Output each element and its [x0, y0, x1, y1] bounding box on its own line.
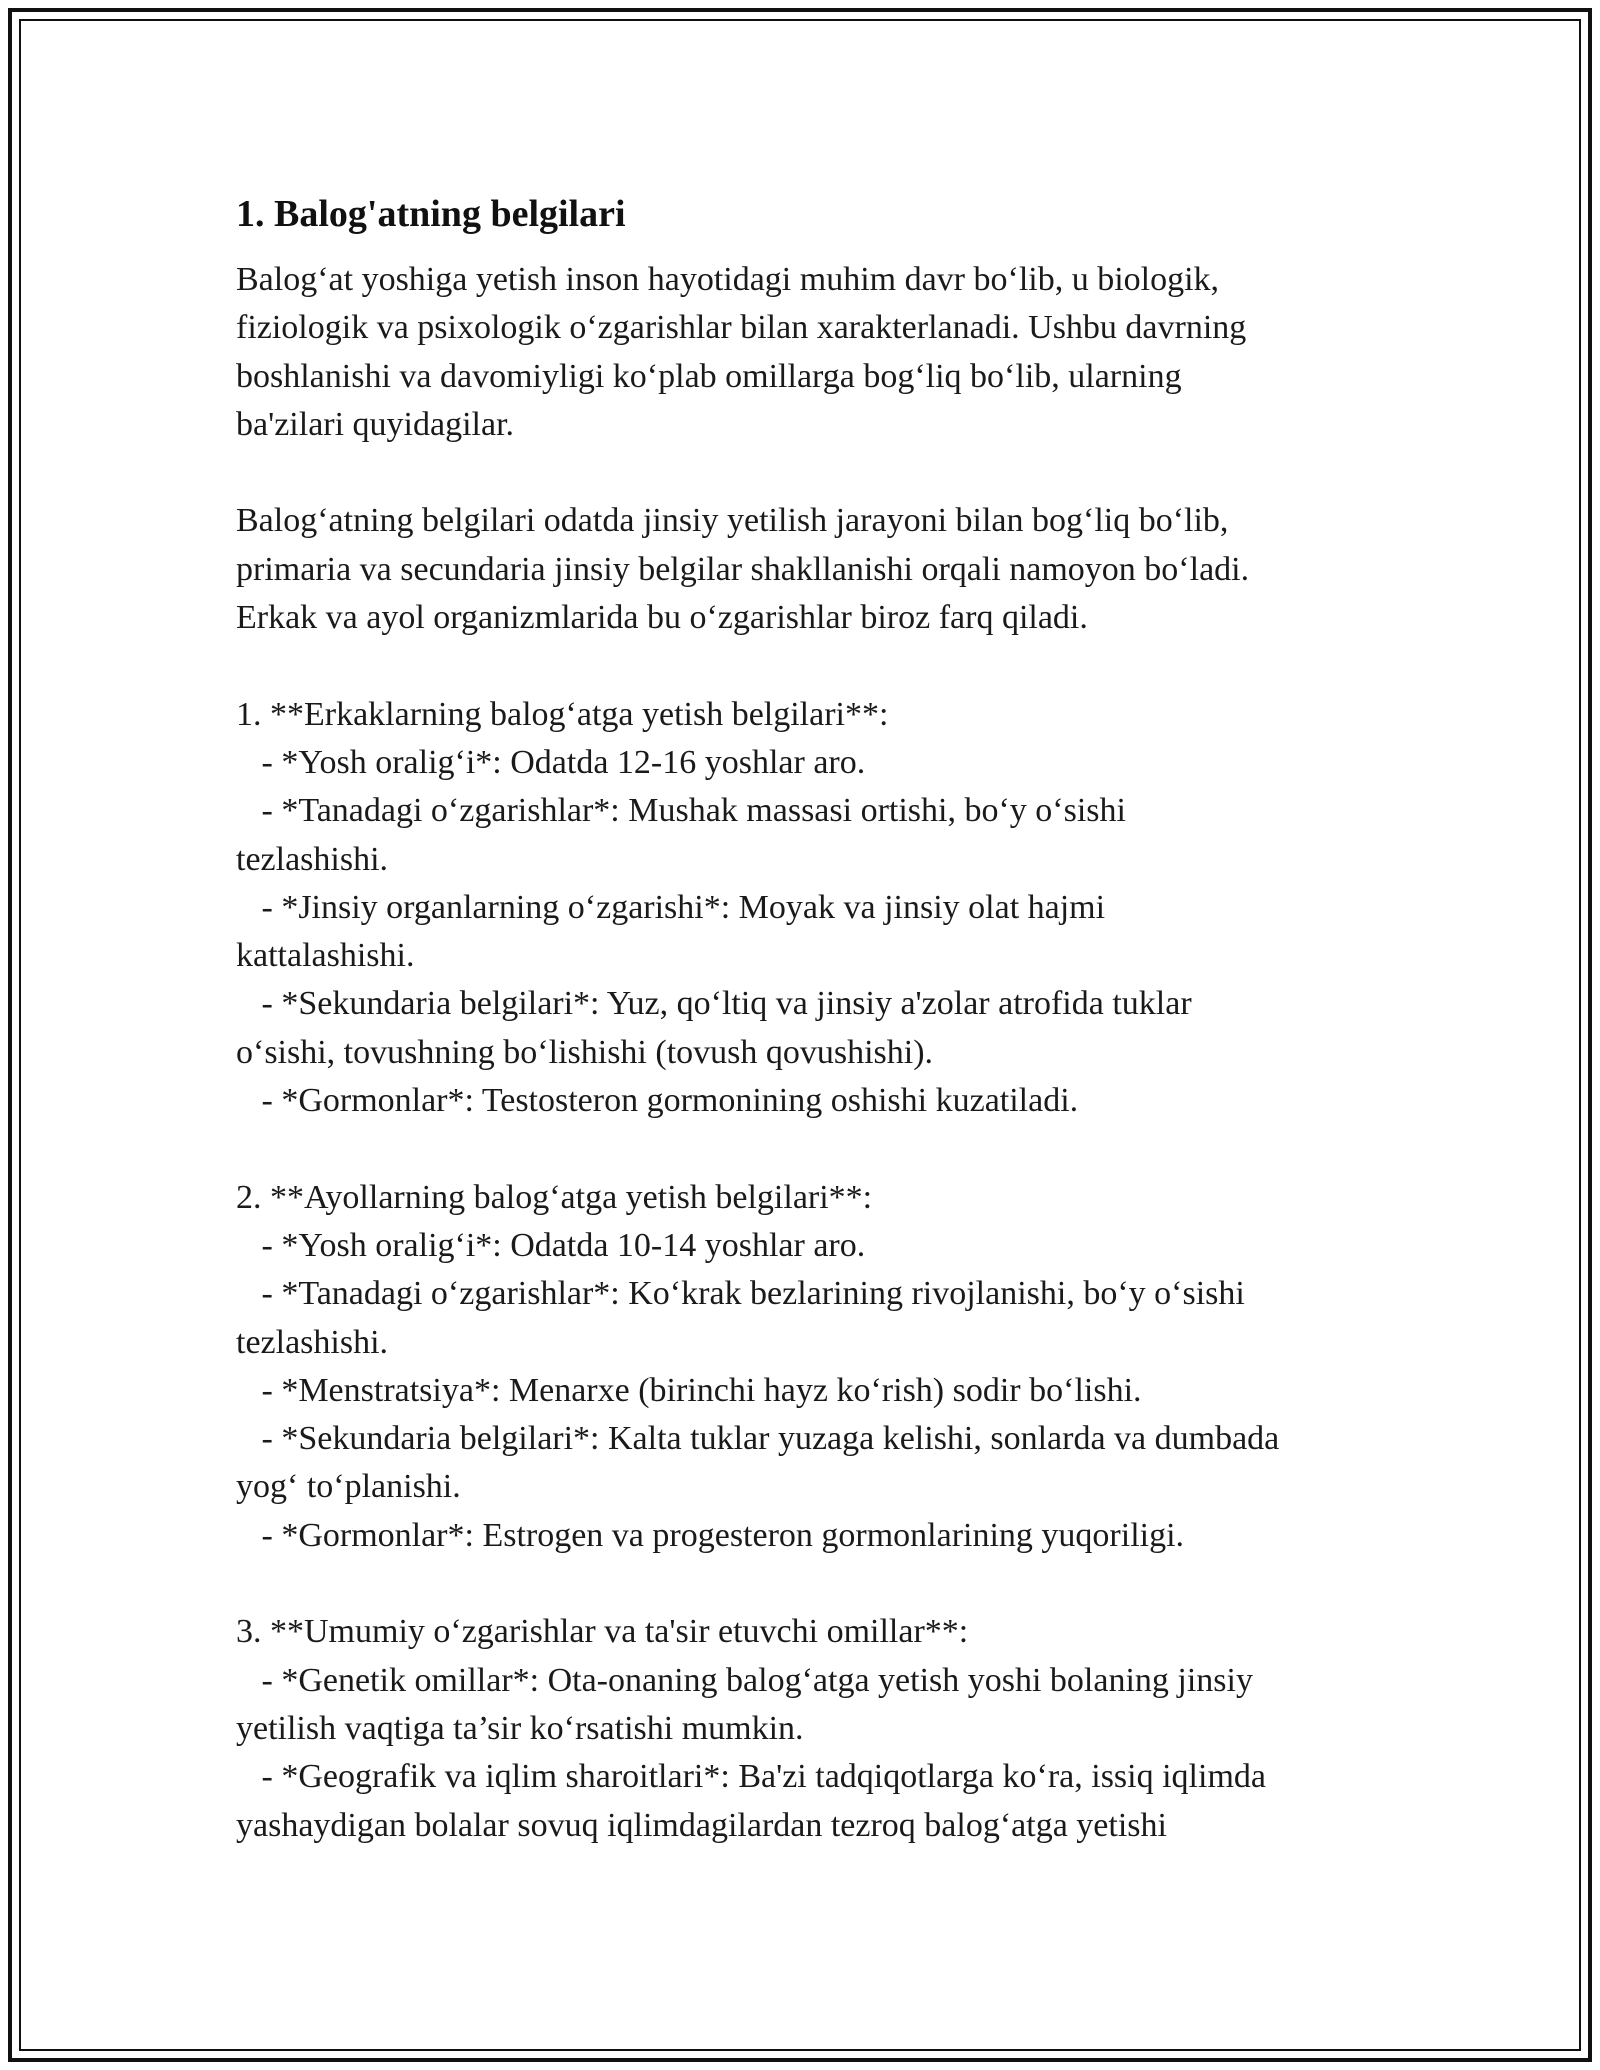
document-body — [236, 186, 1386, 1850]
text-line: fiziologik va psixologik o‘zgarishlar bilan xarakterlanadi. Ushbu davrning — [236, 309, 1247, 347]
text-line: tezlashishi. — [236, 840, 389, 878]
text-line: yashaydigan bolalar sovuq iqlimdagilardan tezroq balog‘atga yetishi — [236, 1806, 1167, 1844]
text-line: Balog‘atning belgilari odatda jinsiy yetilish jarayoni bilan bog‘liq bo‘lib, — [236, 502, 1229, 540]
text-line: 1. **Erkaklarning balog‘atga yetish belgilari**: — [236, 695, 889, 733]
text-line — [236, 449, 1386, 497]
text-line: - *Yosh oralig‘i*: Odatda 12-16 yoshlar aro. — [236, 743, 866, 781]
text-line: 3. **Umumiy o‘zgarishlar va ta'sir etuvchi omillar**: — [236, 1613, 969, 1651]
text-line — [236, 1125, 1386, 1173]
text-line: - *Tanadagi o‘zgarishlar*: Mushak massasi ortishi, bo‘y o‘sishi — [236, 792, 1126, 830]
text-line: boshlanishi va davomiyligi ko‘plab omillarga bog‘liq bo‘lib, ularning — [236, 357, 1182, 395]
text-line: tezlashishi. — [236, 1323, 389, 1361]
text-line: Balog‘at yoshiga yetish inson hayotidagi muhim davr bo‘lib, u biologik, — [236, 261, 1220, 298]
text-line: - *Gormonlar*: Testosteron gormonining oshishi kuzatiladi. — [236, 1082, 1079, 1120]
section-heading: 1. Balog'atning belgilari — [236, 193, 626, 235]
text-line: - *Sekundaria belgilari*: Yuz, qo‘ltiq va jinsiy a'zolar atrofida tuklar — [236, 985, 1192, 1023]
text-line: - *Jinsiy organlarning o‘zgarishi*: Moyak va jinsiy olat hajmi — [236, 888, 1106, 926]
text-line — [236, 1560, 1386, 1608]
text-line — [236, 642, 1386, 690]
text-line: - *Tanadagi o‘zgarishlar*: Ko‘krak bezlarining rivojlanishi, bo‘y o‘sishi — [236, 1275, 1245, 1313]
text-line: kattalashishi. — [236, 937, 415, 975]
text-line: - *Genetik omillar*: Ota-onaning balog‘atga yetish yoshi bolaning jinsiy — [236, 1661, 1253, 1699]
text-line: - *Geografik va iqlim sharoitlari*: Ba'zi tadqiqotlarga ko‘ra, issiq iqlimda — [236, 1758, 1266, 1796]
text-line: - *Menstratsiya*: Menarxe (birinchi hayz ko‘rish) sodir bo‘lishi. — [236, 1371, 1142, 1409]
text-line: - *Gormonlar*: Estrogen va progesteron gormonlarining yuqoriligi. — [236, 1516, 1185, 1554]
text-line: yog‘ to‘planishi. — [236, 1468, 461, 1506]
text-line: yetilish vaqtiga ta’sir ko‘rsatishi mumkin. — [236, 1709, 804, 1747]
text-line: Erkak va ayol organizmlarida bu o‘zgarishlar biroz farq qiladi. — [236, 599, 1088, 637]
text-line: 2. **Ayollarning balog‘atga yetish belgilari**: — [236, 1178, 873, 1216]
text-line: - *Sekundaria belgilari*: Kalta tuklar yuzaga kelishi, sonlarda va dumbada — [236, 1420, 1280, 1458]
text-line: ba'zilari quyidagilar. — [236, 405, 515, 443]
text-line: primaria va secundaria jinsiy belgilar shakllanishi orqali namoyon bo‘ladi. — [236, 550, 1250, 588]
body-text — [236, 256, 1386, 1850]
text-line: o‘sishi, tovushning bo‘lishishi (tovush qovushishi). — [236, 1033, 934, 1071]
text-line: - *Yosh oralig‘i*: Odatda 10-14 yoshlar aro. — [236, 1226, 866, 1264]
